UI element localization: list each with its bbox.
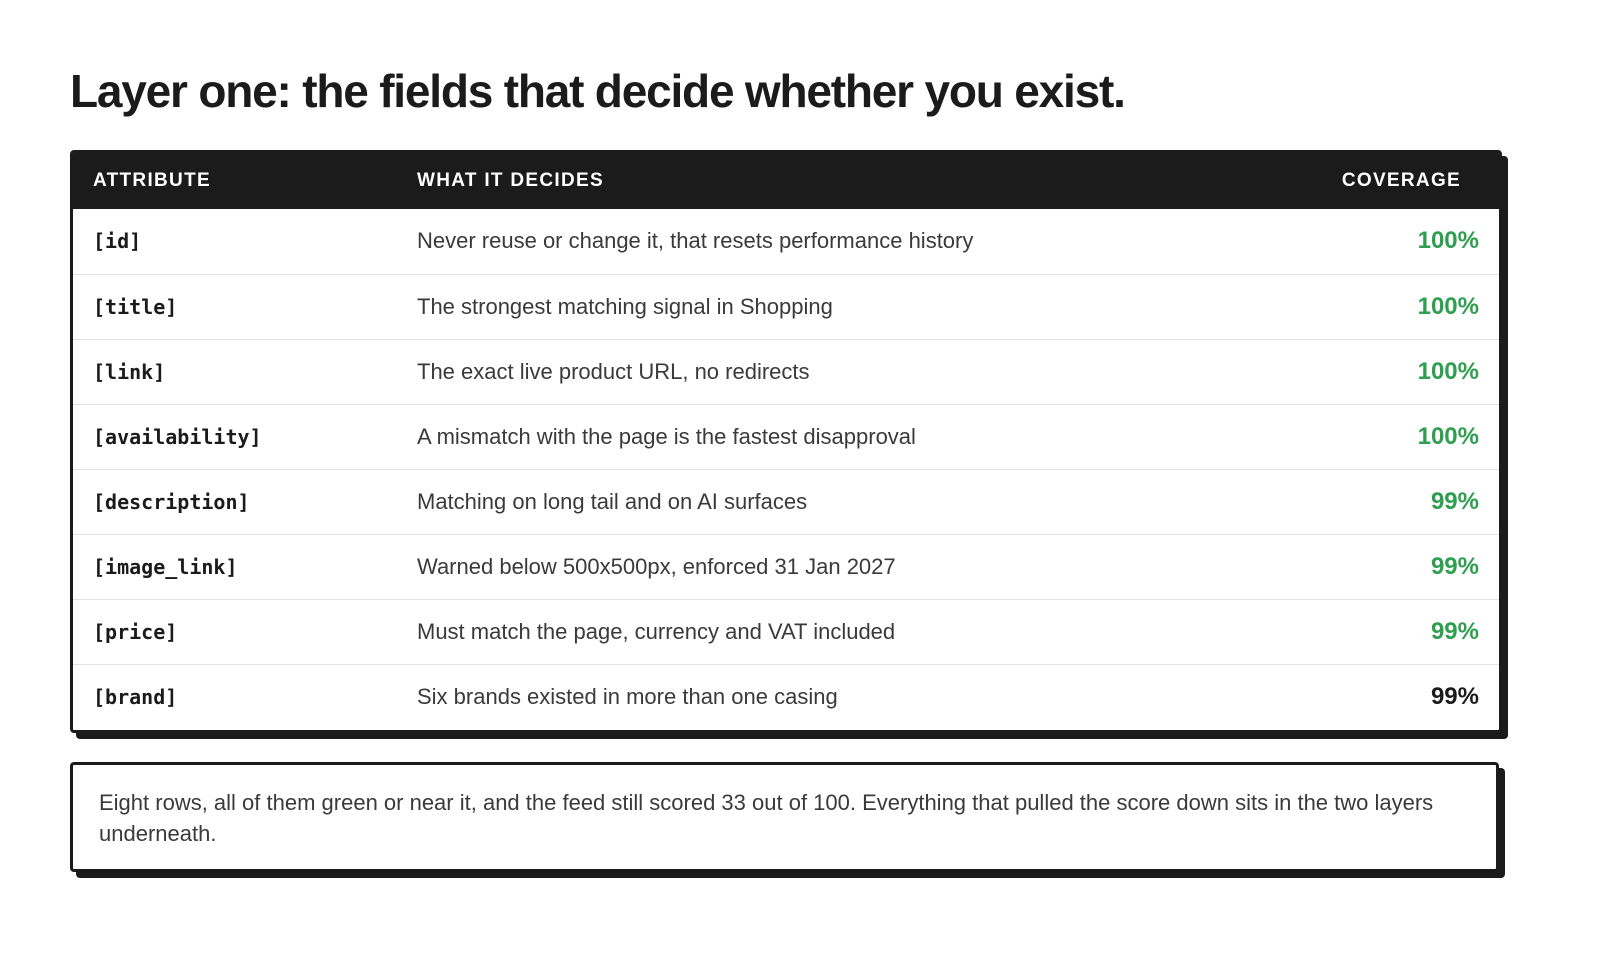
column-header-coverage: COVERAGE: [1341, 170, 1461, 191]
attribute-decides: Must match the page, currency and VAT included: [417, 618, 896, 644]
attribute-name: [title]: [93, 294, 178, 319]
attribute-name: [description]: [93, 489, 250, 514]
table-body: [73, 209, 1499, 729]
coverage-value: 100%: [1417, 227, 1479, 255]
coverage-value: 100%: [1417, 357, 1479, 385]
column-header-decides: WHAT IT DECIDES: [417, 170, 604, 191]
attribute-decides: The strongest matching signal in Shopping: [417, 293, 833, 319]
coverage-value: 99%: [1430, 487, 1479, 515]
attributes-table-card: [70, 150, 1502, 733]
table-row: [73, 599, 1499, 664]
coverage-value: 100%: [1417, 422, 1479, 450]
coverage-value: 99%: [1430, 617, 1479, 645]
table-row: [73, 534, 1499, 599]
coverage-value: 100%: [1417, 292, 1479, 320]
table-row: [73, 404, 1499, 469]
column-header-attribute: ATTRIBUTE: [93, 170, 211, 191]
attribute-name: [link]: [93, 359, 166, 384]
attribute-name: [brand]: [93, 684, 178, 709]
attribute-decides: Matching on long tail and on AI surfaces: [417, 488, 808, 514]
attribute-name: [id]: [93, 229, 142, 254]
attribute-decides: Never reuse or change it, that resets performance history: [417, 228, 974, 254]
attributes-table: [73, 153, 1499, 729]
table-header: [73, 153, 1499, 209]
table-row: [73, 209, 1499, 274]
attribute-name: [price]: [93, 619, 178, 644]
attribute-decides: Warned below 500x500px, enforced 31 Jan 2027: [417, 553, 896, 579]
table-row: [73, 469, 1499, 534]
page-title: Layer one: the fields that decide whether you exist.: [70, 65, 1125, 117]
table-header-row: [73, 153, 1499, 209]
attribute-decides: The exact live product URL, no redirects: [417, 358, 810, 384]
table-row: [73, 664, 1499, 729]
coverage-value: 99%: [1430, 682, 1479, 710]
attribute-decides: Six brands existed in more than one casing: [417, 683, 838, 709]
table-row: [73, 339, 1499, 404]
summary-note: Eight rows, all of them green or near it, and the feed still scored 33 out of 100. Everything that pulled the score down sits in the two layers underneath.: [70, 762, 1499, 872]
attribute-name: [availability]: [93, 424, 262, 449]
table-row: [73, 274, 1499, 339]
attribute-decides: A mismatch with the page is the fastest disapproval: [417, 423, 916, 449]
attribute-name: [image_link]: [93, 554, 238, 579]
coverage-value: 99%: [1430, 552, 1479, 580]
